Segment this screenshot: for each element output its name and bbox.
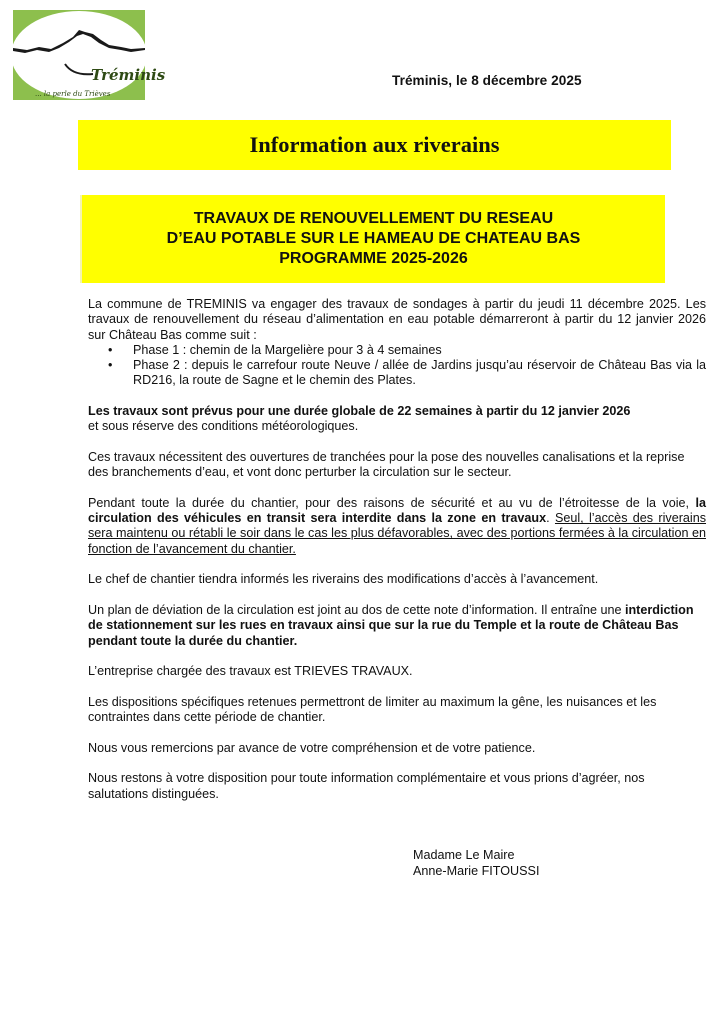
subtitle-banner — [80, 195, 665, 283]
traffic-underlined: Seul, l’accès des riverains sera maintenu ou rétabli le soir dans le cas les plus défavorables, avec des portions fermées à la circulation en fonction de l’avancement du chantier. — [88, 511, 707, 556]
phase-text: Phase 2 : depuis le carrefour route Neuve / allée de Jardins jusqu’au réservoir de Château Bas via la RD216, la route de Sagne et le chemin des Plates. — [133, 358, 706, 388]
site-manager-paragraph: Le chef de chantier tiendra informés les riverains des modifications d’accès à l’avancement. — [88, 572, 599, 587]
logo-oval — [11, 11, 147, 99]
contractor-paragraph: L’entreprise chargée des travaux est TRIEVES TRAVAUX. — [88, 664, 413, 679]
phase-list — [88, 343, 706, 389]
trenches-paragraph: Ces travaux nécessitent des ouvertures de tranchées pour la pose des nouvelles canalisations et la reprise des branchements d’eau, et vont donc perturber la circulation sur le secteur. — [88, 449, 685, 480]
signatory-name: Anne-Marie FITOUSSI — [413, 864, 540, 878]
subtitle-line: D’EAU POTABLE SUR LE HAMEAU DE CHATEAU BAS — [166, 230, 581, 247]
commune-logo — [13, 10, 166, 100]
signatory-role: Madame Le Maire — [413, 848, 515, 862]
phase-item — [88, 343, 706, 358]
phase-text: Phase 1 : chemin de la Margelière pour 3 à 4 semaines — [133, 342, 442, 357]
subtitle-line: PROGRAMME 2025-2026 — [279, 250, 468, 267]
detour-bold: interdiction de stationnement sur les rues en travaux ainsi que sur la rue du Temple et la route de Château Bas pendant toute la durée du chantier. — [88, 602, 694, 648]
logo-graphic — [13, 10, 166, 100]
subtitle-line: TRAVAUX DE RENOUVELLEMENT DU RESEAU — [193, 210, 554, 227]
place-and-date: Tréminis, le 8 décembre 2025 — [392, 73, 582, 88]
closing-paragraph: Nous restons à votre disposition pour toute information complémentaire et vous prions d’agréer, nos salutations distinguées. — [88, 771, 645, 801]
traffic-intro: Pendant toute la durée du chantier, pour des raisons de sécurité et au vu de l’étroitesse de la voie, — [88, 495, 696, 510]
detour-paragraph — [88, 603, 706, 649]
duration-rest: et sous réserve des conditions météorologiques. — [88, 419, 359, 434]
thanks-paragraph: Nous vous remercions par avance de votre compréhension et de votre patience. — [88, 740, 536, 755]
duration-bold: Les travaux sont prévus pour une durée globale de 22 semaines à partir du 12 janvier 2026 — [88, 404, 631, 419]
traffic-period: . — [546, 511, 555, 526]
title-banner — [78, 120, 671, 170]
intro-paragraph: La commune de TREMINIS va engager des travaux de sondages à partir du jeudi 11 décembre 2025. Les travaux de renouvellement du réseau d’alimentation en eau potable démarreront à partir du 12 janvier 2026 sur Château Bas comme suit : — [88, 297, 706, 342]
logo-title: Tréminis — [91, 66, 166, 84]
logo-tagline: ... la perle du Trièves — [35, 90, 111, 98]
page-title: Information aux riverains — [249, 132, 500, 157]
traffic-bold: la circulation des véhicules en transit sera interdite dans la zone en travaux — [88, 495, 706, 526]
measures-paragraph: Les dispositions spécifiques retenues permettront de limiter au maximum la gêne, les nuisances et les contraintes dans cette période de chantier. — [88, 694, 657, 725]
duration-paragraph — [88, 404, 706, 435]
bullet-icon: • — [108, 342, 113, 357]
bullet-icon: • — [108, 358, 113, 373]
traffic-paragraph — [88, 496, 706, 557]
phase-item — [88, 358, 706, 389]
signature-block — [413, 847, 539, 879]
detour-intro: Un plan de déviation de la circulation est joint au dos de cette note d’information. Il entraîne une — [88, 602, 625, 617]
letter-body — [88, 297, 706, 817]
